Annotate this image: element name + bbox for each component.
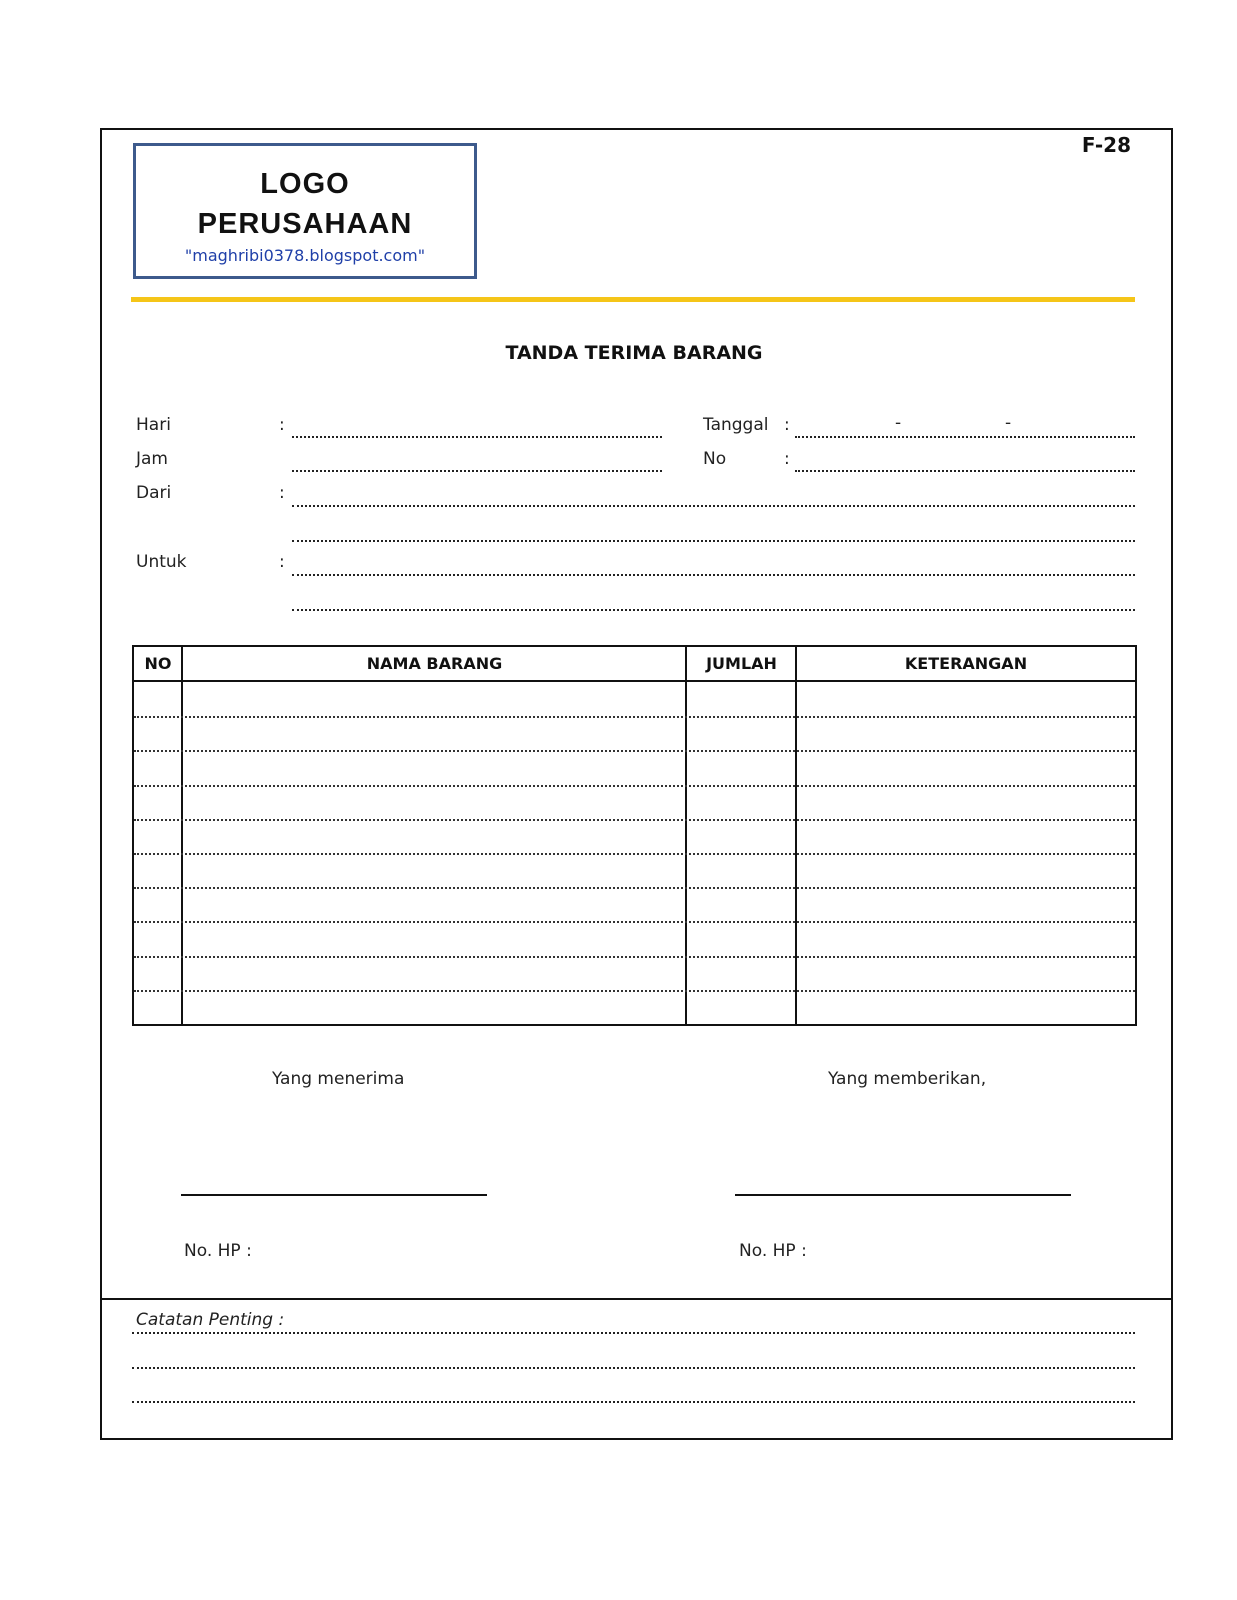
notes-line[interactable] bbox=[132, 1332, 1135, 1334]
logo-line2: PERUSAHAAN bbox=[197, 208, 413, 240]
colon: : bbox=[279, 552, 285, 572]
label-tanggal: Tanggal bbox=[703, 415, 769, 435]
notes-divider bbox=[100, 1298, 1171, 1300]
header-no: NO bbox=[144, 654, 172, 673]
items-table bbox=[132, 645, 1137, 1026]
no-field[interactable] bbox=[795, 470, 1135, 472]
notes-line[interactable] bbox=[132, 1401, 1135, 1403]
column-divider bbox=[685, 647, 687, 1024]
receiver-label: Yang menerima bbox=[272, 1069, 405, 1089]
date-separator: - bbox=[895, 413, 902, 433]
jam-field[interactable] bbox=[292, 470, 662, 472]
colon: : bbox=[784, 415, 790, 435]
notes-label: Catatan Penting : bbox=[136, 1310, 285, 1330]
column-divider bbox=[181, 647, 183, 1024]
header-divider bbox=[134, 680, 1135, 682]
label-no: No bbox=[703, 449, 727, 469]
header-nama-barang: NAMA BARANG bbox=[366, 654, 503, 673]
tanggal-field[interactable] bbox=[795, 436, 1135, 438]
company-logo bbox=[133, 143, 477, 279]
table-row-divider bbox=[134, 750, 1135, 752]
logo-line1: LOGO bbox=[260, 168, 350, 200]
table-row-divider bbox=[134, 716, 1135, 718]
header-keterangan: KETERANGAN bbox=[904, 654, 1028, 673]
column-divider bbox=[795, 647, 797, 1024]
giver-label: Yang memberikan, bbox=[828, 1069, 987, 1089]
notes-line[interactable] bbox=[132, 1367, 1135, 1369]
table-row-divider bbox=[134, 853, 1135, 855]
accent-divider bbox=[131, 297, 1135, 302]
label-jam: Jam bbox=[136, 449, 168, 469]
colon: : bbox=[279, 483, 285, 503]
receiver-phone-label: No. HP : bbox=[184, 1241, 252, 1261]
untuk-field-line2[interactable] bbox=[292, 609, 1135, 611]
form-code: F-28 bbox=[1081, 133, 1131, 157]
logo-website: "maghribi0378.blogspot.com" bbox=[184, 246, 426, 265]
colon: : bbox=[279, 415, 285, 435]
colon: : bbox=[784, 449, 790, 469]
table-row-divider bbox=[134, 819, 1135, 821]
label-dari: Dari bbox=[136, 483, 172, 503]
untuk-field[interactable] bbox=[292, 574, 1135, 576]
giver-phone-label: No. HP : bbox=[739, 1241, 807, 1261]
table-row-divider bbox=[134, 887, 1135, 889]
label-untuk: Untuk bbox=[136, 552, 187, 572]
table-row-divider bbox=[134, 785, 1135, 787]
giver-signature-line[interactable] bbox=[735, 1194, 1071, 1196]
label-hari: Hari bbox=[136, 415, 171, 435]
date-separator: - bbox=[1005, 413, 1012, 433]
page-title: TANDA TERIMA BARANG bbox=[505, 342, 763, 364]
receiver-signature-line[interactable] bbox=[181, 1194, 487, 1196]
hari-field[interactable] bbox=[292, 436, 662, 438]
dari-field-line2[interactable] bbox=[292, 540, 1135, 542]
table-row-divider bbox=[134, 921, 1135, 923]
dari-field[interactable] bbox=[292, 505, 1135, 507]
header-jumlah: JUMLAH bbox=[706, 654, 777, 673]
table-row-divider bbox=[134, 956, 1135, 958]
table-row-divider bbox=[134, 990, 1135, 992]
